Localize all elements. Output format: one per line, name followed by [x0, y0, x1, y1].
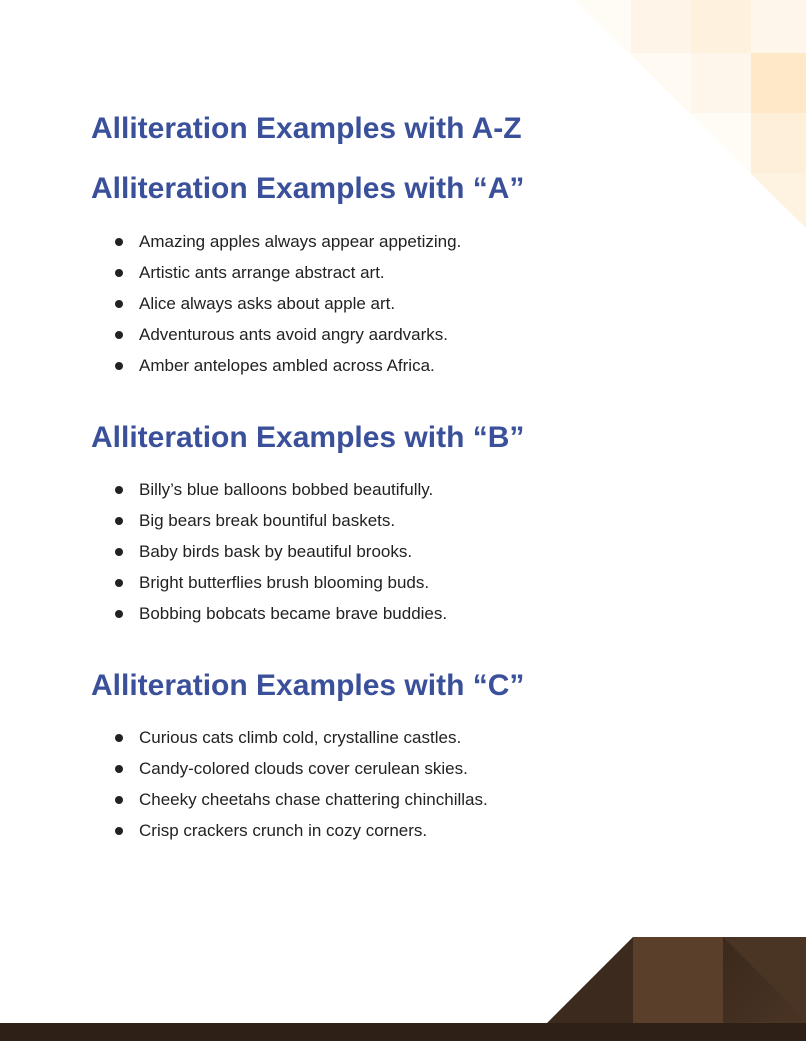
list-item: [91, 505, 447, 536]
list-item-text: Big bears break bountiful baskets.: [139, 511, 396, 530]
list-item: [91, 226, 461, 257]
list-item-text: Crisp crackers crunch in cozy corners.: [139, 821, 428, 840]
list-item-text: Curious cats climb cold, crystalline castles.: [139, 728, 462, 747]
list-b: [91, 474, 447, 629]
bullet-icon: [115, 517, 123, 525]
bullet-icon: [115, 269, 123, 277]
list-item: [91, 722, 488, 753]
list-item: [91, 536, 447, 567]
bullet-icon: [115, 238, 123, 246]
bullet-icon: [115, 486, 123, 494]
list-item: [91, 319, 461, 350]
list-item-text: Amazing apples always appear appetizing.: [139, 232, 462, 251]
list-item: [91, 350, 461, 381]
bullet-icon: [115, 734, 123, 742]
top-right-decoration: [560, 0, 806, 240]
section-heading-a: Alliteration Examples with “A”: [91, 172, 525, 205]
bullet-icon: [115, 548, 123, 556]
list-item-text: Bright butterflies brush blooming buds.: [139, 573, 430, 592]
bullet-icon: [115, 827, 123, 835]
list-item: [91, 784, 488, 815]
list-item: [91, 257, 461, 288]
list-item: [91, 815, 488, 846]
list-item-text: Amber antelopes ambled across Africa.: [139, 356, 435, 375]
bottom-decoration: [0, 930, 806, 1041]
list-item-text: Cheeky cheetahs chase chattering chinchillas.: [139, 790, 488, 809]
list-item: [91, 753, 488, 784]
section-heading-c: Alliteration Examples with “C”: [91, 669, 525, 702]
list-item: [91, 474, 447, 505]
list-item-text: Candy-colored clouds cover cerulean skies.: [139, 759, 468, 778]
list-item: [91, 598, 447, 629]
list-c: [91, 722, 488, 846]
bullet-icon: [115, 362, 123, 370]
list-item-text: Alice always asks about apple art.: [139, 294, 396, 313]
bullet-icon: [115, 579, 123, 587]
section-heading-b: Alliteration Examples with “B”: [91, 421, 525, 454]
bullet-icon: [115, 610, 123, 618]
list-item-text: Bobbing bobcats became brave buddies.: [139, 604, 448, 623]
list-item-text: Adventurous ants avoid angry aardvarks.: [139, 325, 449, 344]
bullet-icon: [115, 765, 123, 773]
page-title: Alliteration Examples with A-Z: [91, 112, 522, 145]
bullet-icon: [115, 331, 123, 339]
list-a: [91, 226, 461, 381]
list-item: [91, 567, 447, 598]
list-item-text: Artistic ants arrange abstract art.: [139, 263, 385, 282]
bullet-icon: [115, 300, 123, 308]
list-item-text: Billy’s blue balloons bobbed beautifully.: [139, 480, 434, 499]
list-item-text: Baby birds bask by beautiful brooks.: [139, 542, 413, 561]
bullet-icon: [115, 796, 123, 804]
list-item: [91, 288, 461, 319]
